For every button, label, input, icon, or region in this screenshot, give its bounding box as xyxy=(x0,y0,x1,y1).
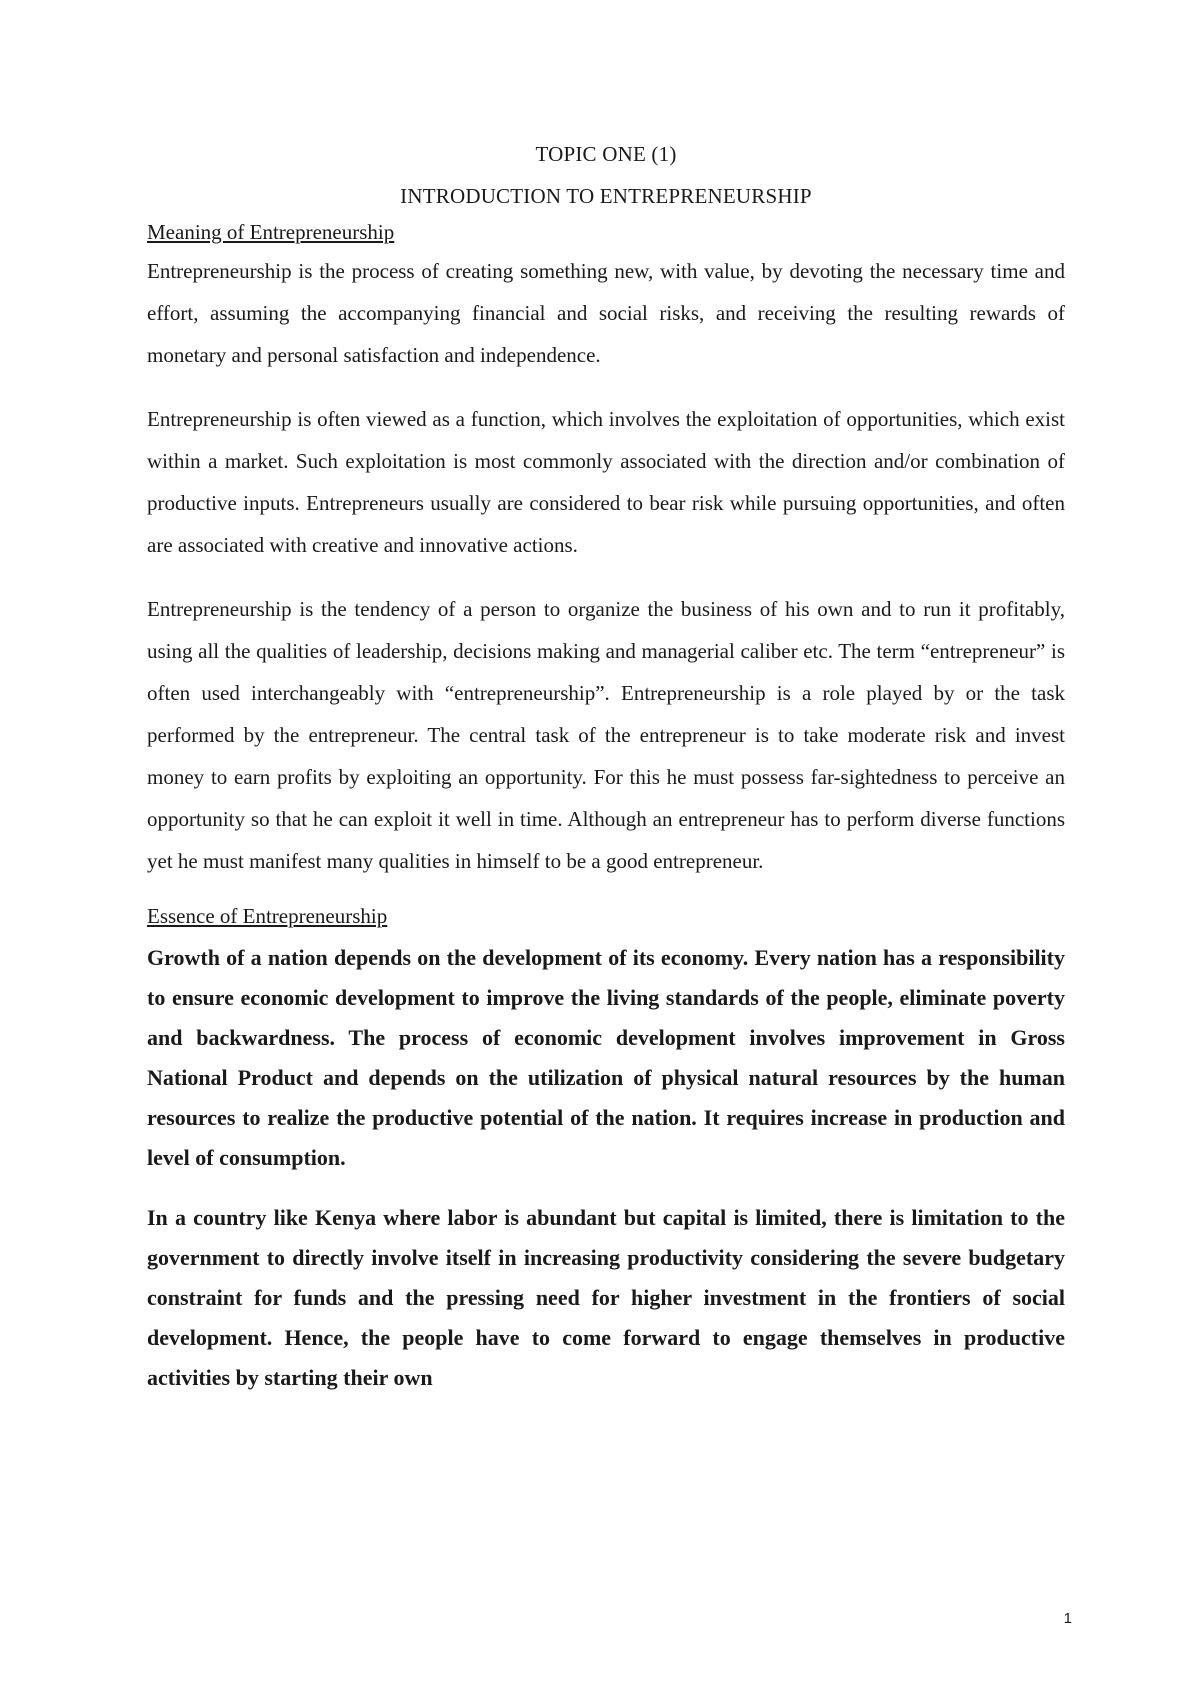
paragraph: Entrepreneurship is the tendency of a person to organize the business of his own and to run it profitably, using all the qualities of leadership, decisions making and managerial caliber etc. The term “entrepreneur” is often used interchangeably with “entrepreneurship”. Entrepreneurship is a role played by or the task performed by the entrepreneur. The central task of the entrepreneur is to take moderate risk and invest money to earn profits by exploiting an opportunity. For this he must possess far-sightedness to perceive an opportunity so that he can exploit it well in time. Although an entrepreneur has to perform diverse functions yet he must manifest many qualities in himself to be a good entrepreneur. xyxy=(147,597,1065,873)
paragraph: Entrepreneurship is often viewed as a function, which involves the exploitation of opportunities, which exist within a market. Such exploitation is most commonly associated with the direction and/or combination of productive inputs. Entrepreneurs usually are considered to bear risk while pursuing opportunities, and often are associated with creative and innovative actions. xyxy=(147,407,1065,557)
document-title: INTRODUCTION TO ENTREPRENEURSHIP xyxy=(400,184,812,208)
paragraph: Entrepreneurship is the process of creating something new, with value, by devoting the necessary time and effort, assuming the accompanying financial and social risks, and receiving the resulting rewards of monetary and personal satisfaction and independence. xyxy=(147,259,1065,367)
document-body xyxy=(147,140,1065,1418)
page-number: 1 xyxy=(1063,1610,1072,1627)
section-heading-essence: Essence of Entrepreneurship xyxy=(147,904,388,928)
section-heading-meaning: Meaning of Entrepreneurship xyxy=(147,220,395,244)
bold-paragraph: In a country like Kenya where labor is abundant but capital is limited, there is limitation to the government to directly involve itself in increasing productivity considering the severe budgetary constraint for funds and the pressing need for higher investment in the frontiers of social development. Hence, the people have to come forward to engage themselves in productive activities by starting their own xyxy=(147,1205,1065,1390)
topic-title: TOPIC ONE (1) xyxy=(535,142,677,166)
bold-paragraph: Growth of a nation depends on the development of its economy. Every nation has a responsibility to ensure economic development to improve the living standards of the people, eliminate poverty and backwardness. The process of economic development involves improvement in Gross National Product and depends on the utilization of physical natural resources by the human resources to realize the productive potential of the nation. It requires increase in production and level of consumption. xyxy=(147,945,1065,1170)
